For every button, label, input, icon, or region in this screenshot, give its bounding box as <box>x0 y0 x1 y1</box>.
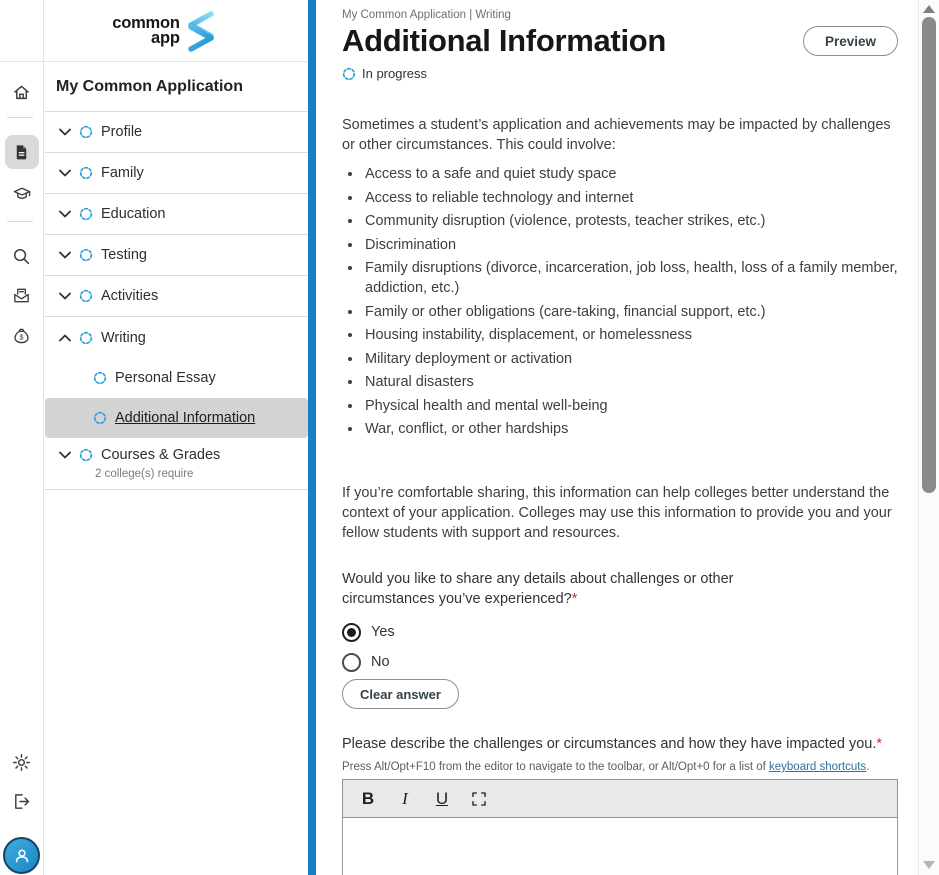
list-item: • Discrimination <box>363 235 898 255</box>
sidebar-item-personal-essay[interactable] <box>45 358 308 398</box>
my-application-button[interactable] <box>5 135 39 169</box>
sidebar-item-label: Family <box>101 165 144 181</box>
chevron-down-icon <box>59 169 71 177</box>
list-item: • War, conflict, or other hardships <box>363 419 898 439</box>
rich-text-editor <box>342 779 898 875</box>
status-text: In progress <box>362 66 428 81</box>
list-item: • Physical health and mental well-being <box>363 396 898 416</box>
home-button[interactable] <box>5 75 39 109</box>
breadcrumb: My Common Application | Writing <box>342 9 511 21</box>
challenges-list <box>342 164 898 439</box>
dashed-circle-icon <box>79 125 93 139</box>
editor-text-area[interactable] <box>343 818 897 875</box>
describe-question-label: Please describe the challenges or circumstances and how they have impacted you.* <box>342 736 883 752</box>
sidebar-item-additional-information[interactable] <box>45 398 308 438</box>
requests-button[interactable] <box>5 278 39 312</box>
list-item: • Access to reliable technology and internet <box>363 188 898 208</box>
share-question-label: Would you like to share any details about challenges or other circumstances you’ve experienced?* <box>342 571 734 607</box>
chevron-down-icon <box>59 251 71 259</box>
sidebar-item-label: Profile <box>101 124 143 140</box>
bold-button[interactable]: B <box>353 784 383 814</box>
sidebar-item-courses-grades[interactable] <box>45 438 308 490</box>
sidebar-item-label: Additional Information <box>115 410 256 426</box>
sidebar-item-family[interactable] <box>45 153 308 194</box>
radio-yes-input[interactable] <box>342 623 361 642</box>
radio-no-label: No <box>371 654 390 670</box>
settings-button[interactable] <box>5 745 39 779</box>
editor-hint: Press Alt/Opt+F10 from the editor to navigate to the toolbar, or Alt/Opt+0 for a list of keyboard shortcuts. <box>342 761 870 773</box>
required-asterisk: * <box>571 591 578 607</box>
svg-text:$: $ <box>19 333 24 342</box>
dashed-circle-icon <box>93 371 107 385</box>
dashed-circle-icon <box>79 289 93 303</box>
sidebar-item-label: Education <box>101 206 166 222</box>
keyboard-shortcuts-link[interactable]: keyboard shortcuts <box>769 761 867 773</box>
search-icon <box>12 247 31 266</box>
dashed-circle-icon <box>79 448 93 462</box>
dashed-circle-icon <box>342 67 356 81</box>
list-item: • Natural disasters <box>363 372 898 392</box>
rail-divider <box>7 117 33 118</box>
commonapp-logo[interactable] <box>45 0 308 62</box>
status-badge <box>342 66 898 81</box>
list-item: • Access to a safe and quiet study space <box>363 164 898 184</box>
mail-document-icon <box>12 286 31 305</box>
list-item: • Military deployment or activation <box>363 349 898 369</box>
commonapp-logo-text: common app <box>112 13 180 47</box>
header-divider <box>0 61 308 62</box>
colleges-button[interactable] <box>5 176 39 210</box>
scrollbar-thumb[interactable] <box>922 17 936 493</box>
list-item: • Family disruptions (divorce, incarceration, job loss, health, loss of a family member, addiction, etc.) <box>363 258 898 298</box>
scrollbar-up-arrow-icon[interactable] <box>923 5 935 13</box>
list-item: • Family or other obligations (care-taking, financial support, etc.) <box>363 302 898 322</box>
dashed-circle-icon <box>79 248 93 262</box>
chevron-down-icon <box>59 451 71 459</box>
money-bag-icon <box>12 327 31 346</box>
sidebar-item-label: Personal Essay <box>115 370 216 386</box>
list-item: • Housing instability, displacement, or homelessness <box>363 325 898 345</box>
chevron-down-icon <box>59 292 71 300</box>
account-avatar-button[interactable] <box>3 837 40 874</box>
sharing-paragraph: If you’re comfortable sharing, this information can help colleges better understand the context of your application. Colleges may use this information to provide you and your fellow students with support and resources. <box>342 485 892 541</box>
intro-paragraph: Sometimes a student’s application and achievements may be impacted by challenges or other circumstances. This could involve: <box>342 117 891 153</box>
scrollbar-down-arrow-icon[interactable] <box>923 861 935 869</box>
chevron-down-icon <box>59 210 71 218</box>
sign-out-button[interactable] <box>5 784 39 818</box>
sidebar-item-label: Testing <box>101 247 147 263</box>
dashed-circle-icon <box>79 207 93 221</box>
sidebar-item-writing[interactable] <box>45 317 308 358</box>
graduation-cap-icon <box>12 184 32 203</box>
sign-out-icon <box>12 792 31 811</box>
clear-answer-button[interactable]: Clear answer <box>342 679 459 709</box>
required-asterisk: * <box>876 736 883 752</box>
dashed-circle-icon <box>79 166 93 180</box>
home-icon <box>12 83 31 102</box>
radio-no-input[interactable] <box>342 653 361 672</box>
main-content <box>316 0 918 875</box>
sidebar-item-label: Activities <box>101 288 159 304</box>
sidebar-item-label: Courses & Grades <box>101 447 221 463</box>
radio-no[interactable] <box>342 647 898 677</box>
italic-button[interactable]: I <box>390 784 420 814</box>
share-radio-group <box>342 617 898 677</box>
user-avatar-icon <box>12 846 32 866</box>
dashed-circle-icon <box>93 411 107 425</box>
icon-rail <box>0 0 44 875</box>
list-item: • Community disruption (violence, protests, teacher strikes, etc.) <box>363 211 898 231</box>
sidebar-item-profile[interactable] <box>45 112 308 153</box>
accent-divider-bar <box>308 0 316 875</box>
financial-aid-button[interactable] <box>5 319 39 353</box>
radio-yes-label: Yes <box>371 624 395 640</box>
chevron-up-icon <box>59 334 71 342</box>
editor-toolbar <box>343 780 897 818</box>
sidebar <box>45 0 308 875</box>
document-icon <box>12 143 31 162</box>
rail-divider <box>7 221 33 222</box>
courses-requirement-note: 2 college(s) require <box>95 468 194 480</box>
sidebar-title: My Common Application <box>45 62 308 112</box>
sidebar-item-activities[interactable] <box>45 276 308 317</box>
sidebar-item-label: Writing <box>101 329 146 346</box>
preview-button[interactable]: Preview <box>803 26 898 56</box>
page-scrollbar[interactable] <box>918 0 939 875</box>
fullscreen-button[interactable] <box>464 784 494 814</box>
college-search-button[interactable] <box>5 239 39 273</box>
dashed-circle-icon <box>79 331 93 345</box>
sidebar-item-testing[interactable] <box>45 235 308 276</box>
commonapp-logo-icon <box>183 10 215 52</box>
fullscreen-icon <box>472 792 486 806</box>
radio-yes[interactable] <box>342 617 898 647</box>
underline-button[interactable]: U <box>427 784 457 814</box>
sidebar-item-education[interactable] <box>45 194 308 235</box>
gear-icon <box>12 753 31 772</box>
chevron-down-icon <box>59 128 71 136</box>
page-title: Additional Information <box>342 23 667 58</box>
